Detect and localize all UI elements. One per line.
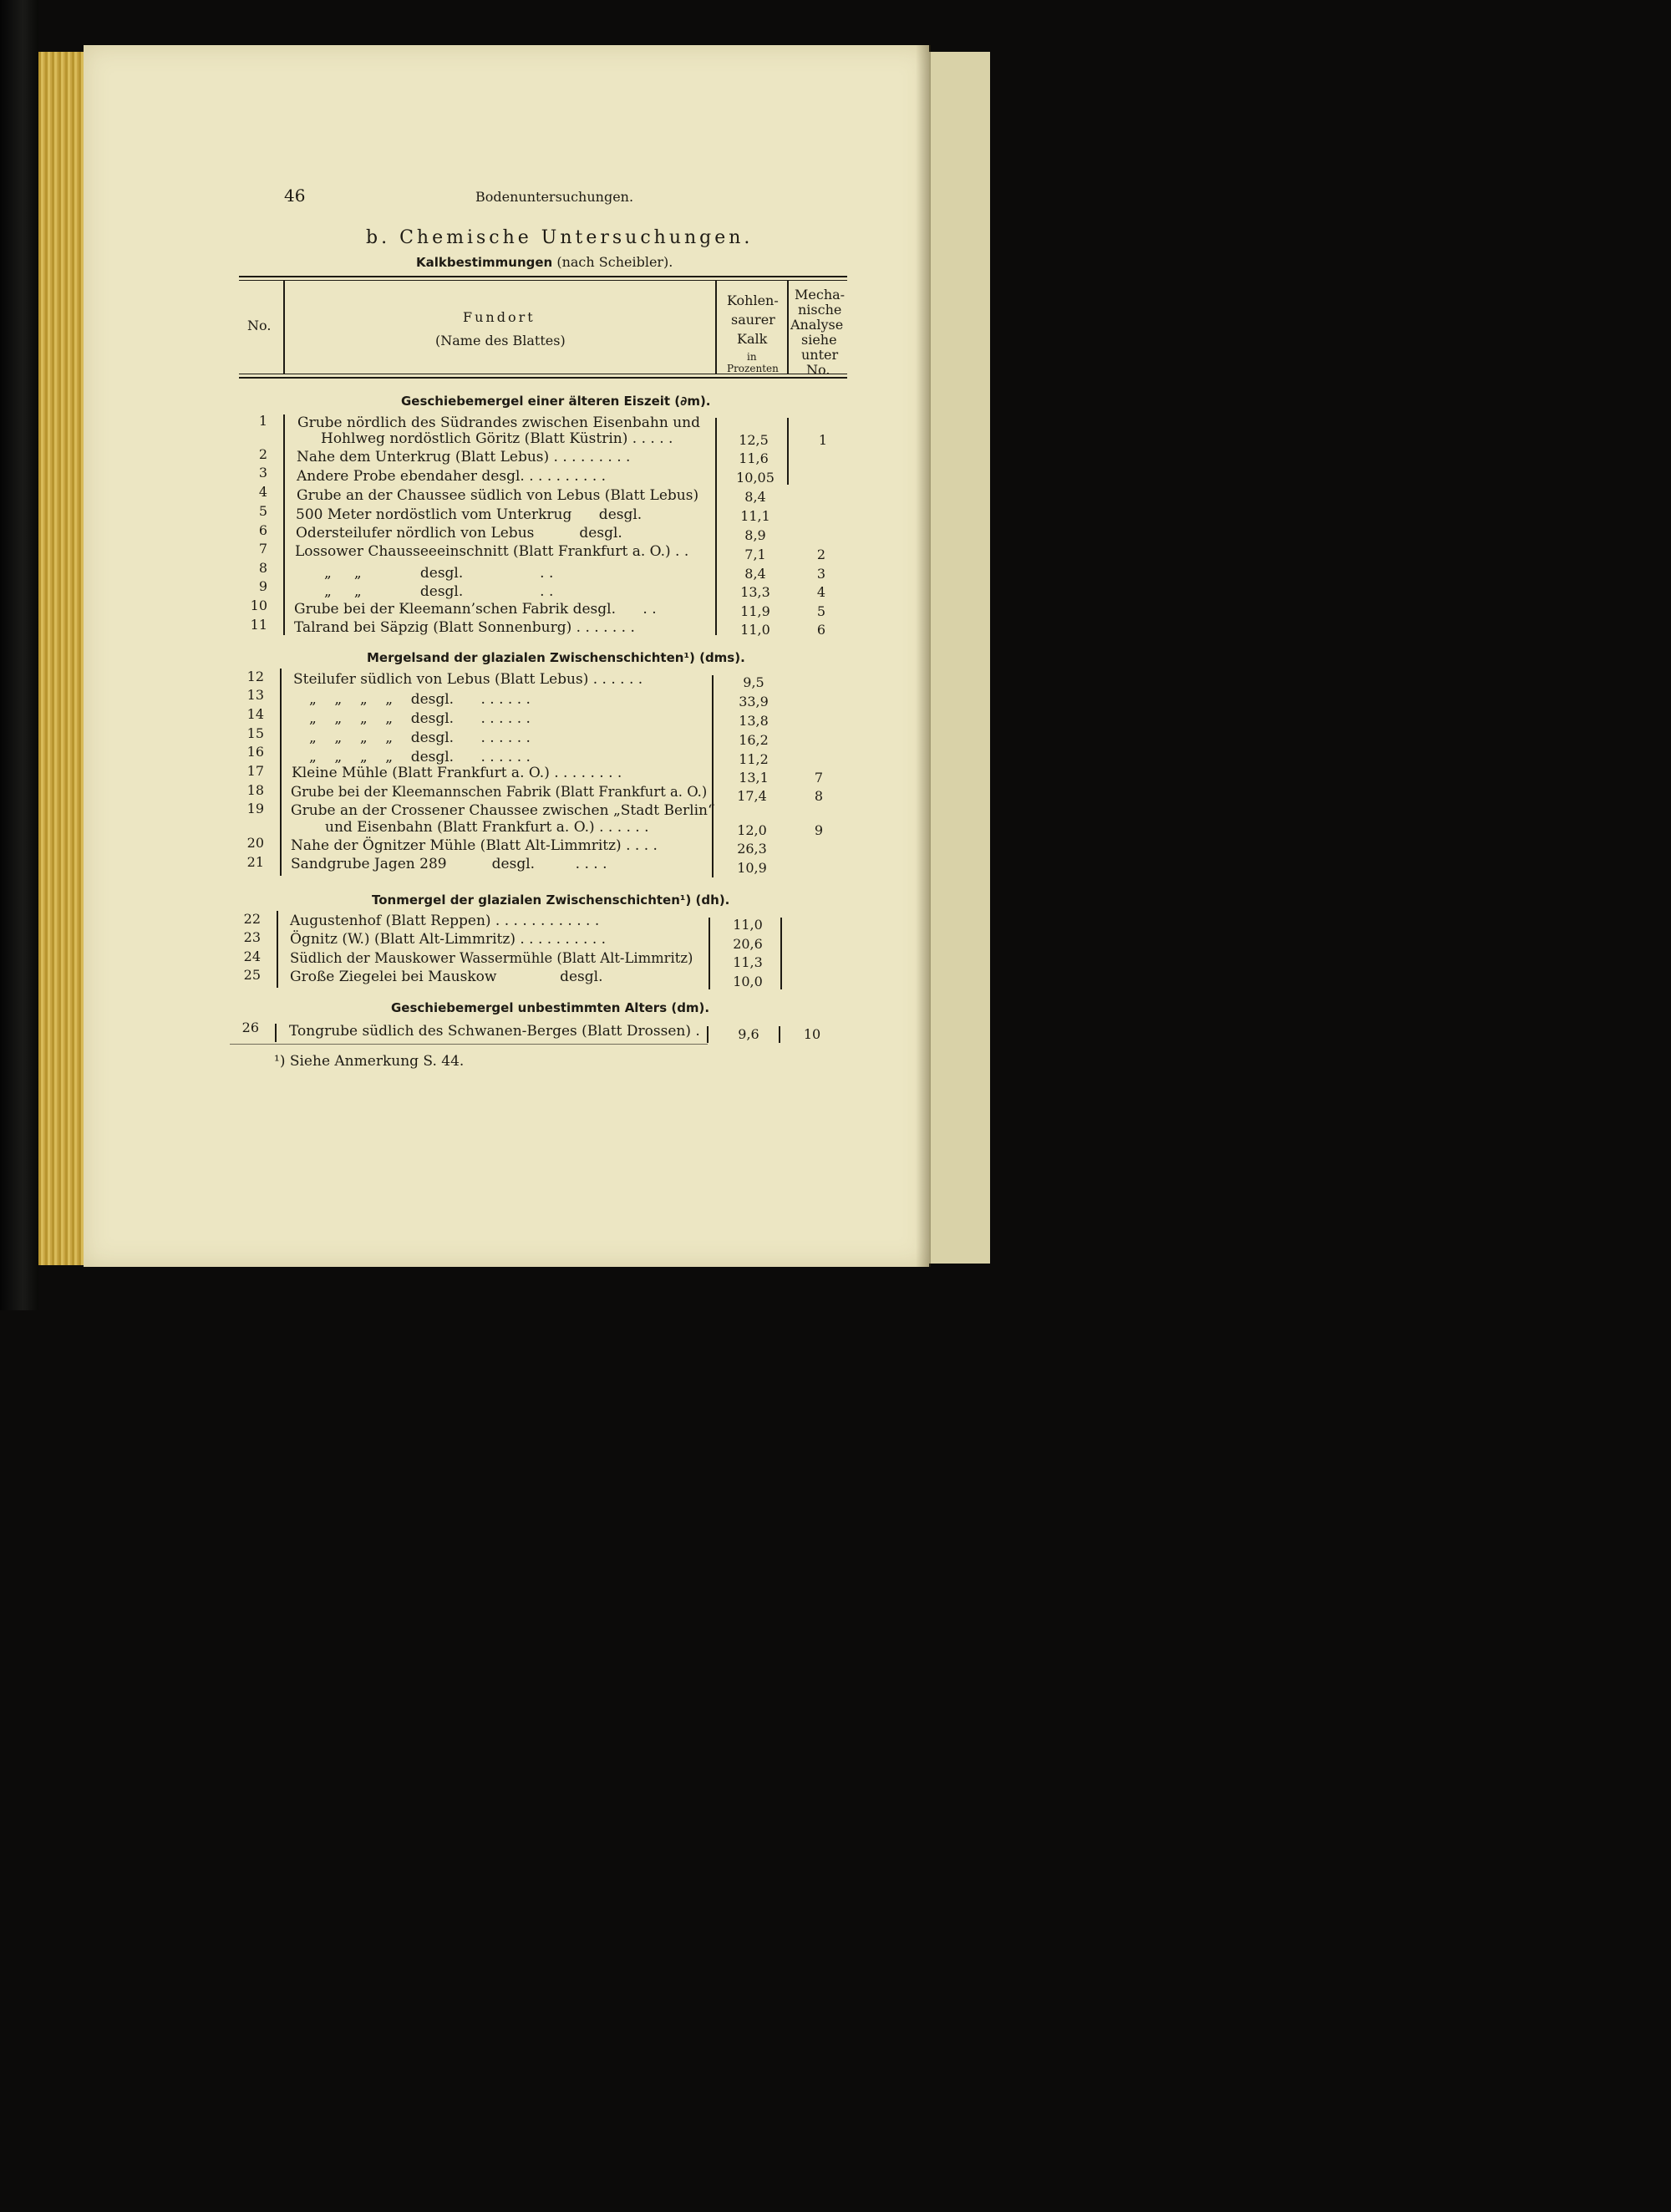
row-divider	[715, 418, 717, 635]
row-divider	[779, 1026, 780, 1043]
footnote: ¹) Siehe Anmerkung S. 44.	[274, 1053, 465, 1070]
row-fundort: Lossower Chausseeeinschnitt (Blatt Frankfurt a. O.) . .	[295, 543, 689, 560]
row-kalk: 16,2	[739, 732, 769, 748]
row-kalk: 10,0	[733, 974, 763, 989]
book-spine	[0, 0, 38, 1310]
row-divider	[780, 918, 782, 989]
row-kalk: 13,3	[740, 584, 770, 600]
row-no: 7	[258, 541, 267, 557]
row-no: 26	[241, 1020, 259, 1035]
row-kalk: 20,6	[733, 936, 763, 952]
row-no: 16	[246, 744, 264, 760]
header-divider-2	[715, 281, 717, 374]
row-kalk: 7,1	[744, 547, 766, 562]
row-fundort: Grube bei der Kleemannschen Fabrik (Blatt Frankfurt a. O.)	[291, 784, 708, 800]
row-kalk: 26,3	[737, 841, 767, 857]
row-kalk: 11,2	[739, 751, 769, 767]
row-kalk: 10,05	[736, 470, 775, 486]
section-title: b. Chemische Untersuchungen.	[366, 227, 754, 248]
row-mech: 7	[814, 770, 824, 786]
row-no: 18	[246, 782, 264, 798]
table-subtitle	[416, 254, 673, 270]
col-header-kalk-1: Kohlen-	[727, 292, 779, 308]
row-fundort: Grube bei der Kleemann’schen Fabrik desgl. . .	[294, 601, 657, 618]
facing-page-edge	[929, 52, 990, 1264]
row-no: 3	[258, 465, 267, 481]
col-header-kalk-2: saurer	[731, 312, 775, 328]
row-mech: 1	[818, 432, 828, 448]
row-mech: 9	[814, 822, 824, 838]
row-kalk: 11,0	[733, 917, 763, 933]
group-heading: Mergelsand der glazialen Zwischenschichten¹) (dms).	[367, 650, 745, 665]
row-divider	[277, 911, 278, 988]
row-kalk: 11,9	[740, 603, 770, 619]
row-no: 19	[246, 801, 264, 816]
col-header-mech-3: Analyse	[790, 317, 844, 333]
row-no: 22	[243, 911, 261, 927]
row-fundort: „ „ „ „ desgl. . . . . . .	[309, 749, 531, 765]
row-mech: 6	[816, 622, 826, 638]
col-header-fundort-sub: (Name des Blattes)	[435, 333, 566, 348]
row-no: 4	[258, 484, 267, 500]
row-kalk: 12,0	[737, 822, 767, 838]
row-fundort-cont: und Eisenbahn (Blatt Frankfurt a. O.) . . . . . .	[325, 819, 649, 836]
row-no: 20	[246, 835, 264, 851]
table-header-rule	[239, 377, 847, 379]
row-fundort: Odersteilufer nördlich von Lebus desgl.	[296, 525, 622, 542]
row-no: 25	[243, 967, 261, 983]
row-fundort: „ „ „ „ desgl. . . . . . .	[309, 730, 531, 746]
row-divider	[707, 1026, 709, 1043]
row-fundort: Ögnitz (W.) (Blatt Alt-Limmritz) . . . . . . . . . .	[290, 931, 607, 948]
col-header-mech-5: unter	[801, 347, 839, 363]
row-no: 5	[258, 503, 267, 519]
row-fundort: Augustenhof (Blatt Reppen) . . . . . . . . . . . .	[290, 913, 600, 929]
row-no: 14	[246, 706, 264, 722]
row-fundort: Große Ziegelei bei Mauskow desgl.	[290, 969, 603, 985]
row-mech: 4	[816, 584, 826, 600]
row-no: 10	[250, 597, 267, 613]
row-fundort: Sandgrube Jagen 289 desgl. . . . .	[291, 856, 607, 872]
row-kalk: 10,9	[737, 860, 767, 876]
row-divider	[712, 675, 714, 877]
col-header-fundort: Fundort	[463, 309, 536, 325]
group-heading: Tonmergel der glazialen Zwischenschichten¹) (dh).	[372, 892, 730, 908]
row-fundort: „ „ „ „ desgl. . . . . . .	[309, 710, 531, 727]
row-kalk: 33,9	[739, 694, 769, 709]
row-fundort: Steilufer südlich von Lebus (Blatt Lebus) . . . . . .	[293, 671, 643, 688]
row-mech: 2	[816, 547, 826, 562]
row-fundort: Südlich der Mauskower Wassermühle (Blatt Alt-Limmritz)	[290, 950, 693, 966]
page-number: 46	[284, 186, 306, 206]
row-kalk: 9,5	[743, 674, 764, 690]
row-divider	[275, 1024, 277, 1042]
row-mech: 5	[816, 603, 826, 619]
row-fundort: „ „ „ „ desgl. . . . . . .	[309, 691, 531, 708]
row-fundort: „ „ desgl. . .	[324, 583, 554, 600]
table-bottom-rule	[230, 1044, 708, 1045]
row-fundort: Tongrube südlich des Schwanen-Berges (Blatt Drossen) .	[289, 1023, 700, 1040]
col-header-kalk-4: in	[747, 351, 757, 363]
group-heading: Geschiebemergel unbestimmten Alters (dm).	[391, 1000, 710, 1015]
row-kalk: 8,4	[744, 489, 766, 505]
row-divider	[283, 414, 285, 635]
row-kalk: 17,4	[737, 788, 767, 804]
row-fundort: Grube an der Crossener Chaussee zwischen „Stadt Berlin“	[291, 802, 715, 819]
row-divider	[709, 918, 710, 989]
row-no: 11	[250, 617, 267, 633]
row-fundort-cont: Hohlweg nordöstlich Göritz (Blatt Küstrin) . . . . .	[321, 430, 673, 447]
col-header-kalk-5: Prozenten	[727, 363, 779, 374]
row-divider	[280, 669, 282, 876]
row-no: 24	[243, 948, 261, 964]
col-header-mech-2: nische	[798, 302, 842, 318]
table-top-rule-thin	[239, 280, 847, 281]
row-no: 12	[246, 669, 264, 684]
row-fundort: Nahe dem Unterkrug (Blatt Lebus) . . . . . . . . .	[297, 449, 631, 465]
row-no: 8	[258, 560, 267, 576]
running-head: Bodenuntersuchungen.	[475, 189, 634, 205]
row-no: 2	[258, 446, 267, 462]
row-fundort: Grube an der Chaussee südlich von Lebus (Blatt Lebus)	[297, 487, 699, 504]
row-mech: 8	[814, 788, 824, 804]
table-top-rule	[239, 276, 847, 277]
row-kalk: 8,4	[744, 566, 766, 582]
row-no: 13	[246, 687, 264, 703]
row-kalk: 13,8	[739, 713, 769, 729]
header-divider-1	[283, 281, 285, 374]
row-no: 1	[258, 413, 267, 429]
col-header-no: No.	[247, 318, 272, 333]
col-header-mech-1: Mecha-	[795, 287, 846, 303]
row-no: 6	[258, 522, 267, 538]
row-fundort: Kleine Mühle (Blatt Frankfurt a. O.) . . . . . . . .	[292, 765, 622, 781]
row-no: 17	[246, 763, 264, 779]
row-mech: 3	[816, 566, 826, 582]
row-kalk: 8,9	[744, 527, 766, 543]
header-divider-3	[787, 281, 789, 374]
row-divider	[787, 418, 789, 485]
row-mech: 10	[803, 1026, 821, 1042]
row-no: 23	[243, 929, 261, 945]
page-edges	[38, 52, 87, 1265]
col-header-kalk-3: Kalk	[737, 331, 768, 347]
row-no: 9	[258, 578, 267, 594]
row-fundort: Grube nördlich des Südrandes zwischen Eisenbahn und	[297, 414, 701, 431]
row-fundort: Nahe der Ögnitzer Mühle (Blatt Alt-Limmritz) . . . .	[291, 837, 658, 854]
subtitle-bold: Kalkbestimmungen	[416, 255, 553, 270]
row-kalk: 13,1	[739, 770, 769, 786]
row-fundort: Talrand bei Säpzig (Blatt Sonnenburg) . . . . . . .	[294, 619, 635, 636]
row-kalk: 12,5	[739, 432, 769, 448]
row-fundort: 500 Meter nordöstlich vom Unterkrug desgl.	[296, 506, 642, 523]
row-kalk: 11,3	[733, 954, 763, 970]
row-kalk: 11,6	[739, 450, 769, 466]
row-kalk: 11,0	[740, 622, 770, 638]
group-heading: Geschiebemergel einer älteren Eiszeit (∂m).	[401, 394, 711, 409]
col-header-mech-4: siehe	[801, 332, 837, 348]
subtitle-rest: (nach Scheibler).	[556, 254, 673, 270]
row-no: 21	[246, 854, 264, 870]
row-no: 15	[246, 725, 264, 741]
row-fundort: Andere Probe ebendaher desgl. . . . . . . . . .	[297, 468, 607, 485]
page-gutter-shadow	[916, 45, 931, 1267]
col-header-mech-6: No.	[806, 362, 830, 378]
row-kalk: 9,6	[738, 1026, 759, 1042]
row-kalk: 11,1	[740, 508, 770, 524]
row-fundort: „ „ desgl. . .	[324, 565, 554, 582]
